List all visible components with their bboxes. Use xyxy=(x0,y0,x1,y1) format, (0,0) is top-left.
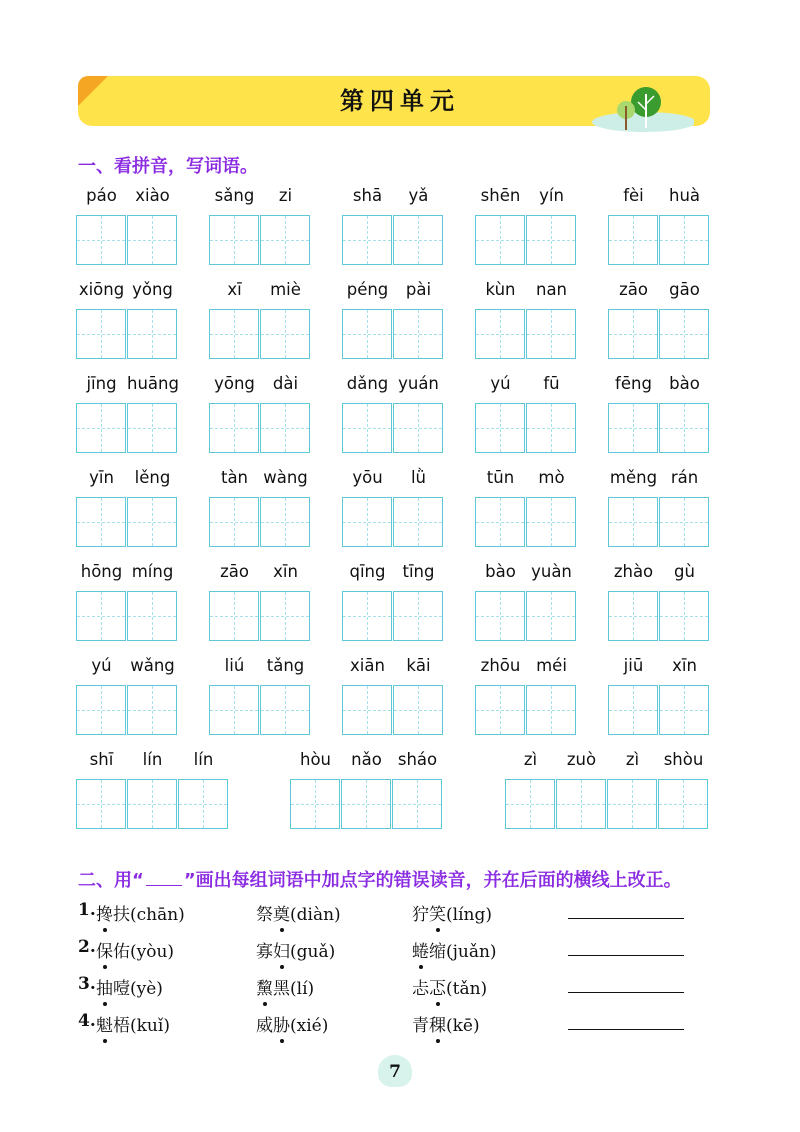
underline-sample xyxy=(146,871,182,886)
pinyin-label: shēn xyxy=(480,186,521,205)
writing-box[interactable] xyxy=(76,497,126,547)
word-with-reading xyxy=(412,974,487,999)
pinyin-label: lǜ xyxy=(410,468,427,487)
pinyin-label: jiū xyxy=(623,656,644,675)
pinyin-label: zhào xyxy=(613,562,654,581)
pinyin-label: kùn xyxy=(485,280,516,299)
word-with-reading xyxy=(96,900,185,925)
writing-box[interactable] xyxy=(659,591,709,641)
pinyin-label: tīng xyxy=(402,562,435,581)
pinyin-label: liú xyxy=(224,656,245,675)
word-text: 噎(yè) xyxy=(113,979,163,999)
writing-box[interactable] xyxy=(76,403,126,453)
writing-box[interactable] xyxy=(526,403,576,453)
question-row xyxy=(78,937,718,967)
word-item xyxy=(608,186,710,265)
writing-box[interactable] xyxy=(393,309,443,359)
word-item xyxy=(209,656,311,735)
word-text: 狞 xyxy=(412,905,429,925)
writing-box[interactable] xyxy=(392,779,442,829)
pinyin-label: bào xyxy=(485,562,516,581)
writing-box[interactable] xyxy=(393,685,443,735)
word-text: 扶(chān) xyxy=(113,905,185,925)
section-2-title-start: 二、用“ xyxy=(78,870,144,891)
writing-box[interactable] xyxy=(127,403,177,453)
pinyin-label: xīn xyxy=(672,656,697,675)
writing-box[interactable] xyxy=(260,591,310,641)
question-row xyxy=(78,1011,718,1041)
writing-box[interactable] xyxy=(260,685,310,735)
writing-box[interactable] xyxy=(526,497,576,547)
word-item xyxy=(76,468,178,547)
writing-box[interactable] xyxy=(260,215,310,265)
pinyin-label: dǎng xyxy=(346,374,389,393)
writing-box[interactable] xyxy=(260,497,310,547)
pinyin-label: xiào xyxy=(135,186,170,205)
answer-line[interactable] xyxy=(568,918,684,919)
question-row xyxy=(78,974,718,1004)
writing-box[interactable] xyxy=(127,685,177,735)
pinyin-label: xiōng xyxy=(78,280,125,299)
writing-box[interactable] xyxy=(608,685,658,735)
word-with-reading xyxy=(412,1011,480,1036)
pinyin-label: dài xyxy=(272,374,299,393)
pinyin-label: hōng xyxy=(80,562,123,581)
pinyin-label: sháo xyxy=(397,750,438,769)
question-number: 4. xyxy=(78,1011,96,1031)
pinyin-label: zì xyxy=(625,750,640,769)
dotted-character: 奠 xyxy=(273,905,290,925)
word-item xyxy=(475,656,577,735)
writing-box[interactable] xyxy=(659,215,709,265)
writing-box[interactable] xyxy=(475,309,525,359)
writing-box[interactable] xyxy=(393,497,443,547)
writing-box[interactable] xyxy=(659,403,709,453)
pinyin-label: tǎng xyxy=(266,656,305,675)
writing-box[interactable] xyxy=(608,403,658,453)
word-item xyxy=(76,562,178,641)
pinyin-label: yǒng xyxy=(132,280,173,299)
pinyin-label: nan xyxy=(535,280,568,299)
word-item xyxy=(475,562,577,641)
dotted-character: 黧 xyxy=(256,979,273,999)
writing-box[interactable] xyxy=(475,685,525,735)
pinyin-label: huà xyxy=(668,186,701,205)
word-item xyxy=(209,186,311,265)
word-item xyxy=(342,280,444,359)
word-item xyxy=(342,374,444,453)
pinyin-label: bào xyxy=(669,374,700,393)
writing-box[interactable] xyxy=(342,497,392,547)
word-text: (líng) xyxy=(446,905,492,925)
word-text: (diàn) xyxy=(290,905,341,925)
writing-box[interactable] xyxy=(608,309,658,359)
tree-icon xyxy=(584,84,694,132)
pinyin-label: yú xyxy=(91,656,112,675)
writing-box[interactable] xyxy=(526,591,576,641)
unit-title: 第四单元 xyxy=(340,87,460,115)
pinyin-label: zāo xyxy=(220,562,249,581)
pinyin-label: shòu xyxy=(663,750,704,769)
pinyin-label: yín xyxy=(539,186,564,205)
pinyin-label: yōng xyxy=(214,374,255,393)
word-text: 黑(lí) xyxy=(273,979,315,999)
pinyin-label: fū xyxy=(543,374,560,393)
pinyin-label: tūn xyxy=(486,468,515,487)
pinyin-label: fēng xyxy=(615,374,652,393)
pinyin-label: yú xyxy=(490,374,511,393)
pinyin-label: fèi xyxy=(623,186,644,205)
writing-box[interactable] xyxy=(127,497,177,547)
writing-box[interactable] xyxy=(342,309,392,359)
pinyin-label: wǎng xyxy=(130,656,175,675)
dotted-character: 搀 xyxy=(96,905,113,925)
word-item xyxy=(475,468,577,547)
writing-box[interactable] xyxy=(209,591,259,641)
word-text: (xié) xyxy=(290,1016,329,1036)
writing-box[interactable] xyxy=(475,215,525,265)
writing-box[interactable] xyxy=(342,591,392,641)
word-text: 缩(juǎn) xyxy=(429,942,497,962)
writing-box[interactable] xyxy=(209,685,259,735)
word-item xyxy=(608,374,710,453)
writing-box[interactable] xyxy=(342,215,392,265)
writing-box[interactable] xyxy=(178,779,228,829)
word-with-reading xyxy=(96,937,174,962)
pinyin-label: nǎo xyxy=(351,750,382,769)
pinyin-label: gāo xyxy=(669,280,700,299)
pinyin-label: měng xyxy=(609,468,658,487)
writing-box[interactable] xyxy=(658,779,708,829)
section-2-title-end: ”画出每组词语中加点字的错误读音，并在后面的横线上改正。 xyxy=(183,870,682,891)
word-item xyxy=(608,468,710,547)
dotted-character: 笑 xyxy=(429,905,446,925)
writing-box[interactable] xyxy=(475,403,525,453)
writing-box[interactable] xyxy=(659,497,709,547)
answer-line[interactable] xyxy=(568,955,684,956)
word-item xyxy=(76,656,178,735)
writing-box[interactable] xyxy=(76,685,126,735)
writing-box[interactable] xyxy=(526,309,576,359)
pinyin-label: lěng xyxy=(134,468,171,487)
word-item xyxy=(342,468,444,547)
question-number: 1. xyxy=(78,900,96,920)
word-with-reading xyxy=(96,974,163,999)
dotted-character: 稞 xyxy=(429,1016,446,1036)
pinyin-label: lín xyxy=(193,750,214,769)
word-item xyxy=(209,280,311,359)
writing-box[interactable] xyxy=(209,309,259,359)
word-text: 忐 xyxy=(412,979,429,999)
pinyin-label: gù xyxy=(674,562,695,581)
question-number: 2. xyxy=(78,937,96,957)
word-text: 威 xyxy=(256,1016,273,1036)
writing-box[interactable] xyxy=(475,591,525,641)
writing-box[interactable] xyxy=(475,497,525,547)
word-item xyxy=(209,562,311,641)
word-text: (kē) xyxy=(446,1016,480,1036)
pinyin-label: tàn xyxy=(220,468,249,487)
writing-box[interactable] xyxy=(127,215,177,265)
writing-box[interactable] xyxy=(290,779,340,829)
dotted-character: 保 xyxy=(96,942,113,962)
pinyin-label: wàng xyxy=(263,468,308,487)
pinyin-label: xīn xyxy=(273,562,298,581)
word-item xyxy=(475,280,577,359)
writing-box[interactable] xyxy=(209,403,259,453)
pinyin-label: péng xyxy=(346,280,389,299)
word-item xyxy=(290,750,443,829)
writing-box[interactable] xyxy=(127,309,177,359)
writing-box[interactable] xyxy=(76,591,126,641)
writing-box[interactable] xyxy=(608,591,658,641)
word-text: (tǎn) xyxy=(446,979,488,999)
writing-box[interactable] xyxy=(76,215,126,265)
word-item xyxy=(608,656,710,735)
writing-box[interactable] xyxy=(526,215,576,265)
pinyin-label: yōu xyxy=(352,468,383,487)
section-1-title: 一、看拼音，写词语。 xyxy=(78,156,258,177)
word-item xyxy=(342,186,444,265)
pinyin-label: yuàn xyxy=(531,562,572,581)
writing-box[interactable] xyxy=(608,215,658,265)
word-item xyxy=(505,750,709,829)
pinyin-label: méi xyxy=(536,656,567,675)
word-text: 梧(kuǐ) xyxy=(113,1016,170,1036)
writing-box[interactable] xyxy=(76,779,126,829)
writing-box[interactable] xyxy=(260,403,310,453)
dotted-character: 妇 xyxy=(273,942,290,962)
pinyin-label: mò xyxy=(538,468,565,487)
word-item xyxy=(342,656,444,735)
pinyin-label: yǎ xyxy=(408,186,429,205)
word-item xyxy=(475,186,577,265)
word-item xyxy=(76,374,178,453)
word-with-reading xyxy=(96,1011,170,1036)
word-item xyxy=(76,280,178,359)
word-with-reading xyxy=(256,937,335,962)
pinyin-label: sǎng xyxy=(214,186,255,205)
page-number: 7 xyxy=(378,1055,412,1087)
writing-box[interactable] xyxy=(127,779,177,829)
word-text: 青 xyxy=(412,1016,429,1036)
question-number: 3. xyxy=(78,974,96,994)
writing-box[interactable] xyxy=(659,685,709,735)
dotted-character: 胁 xyxy=(273,1016,290,1036)
word-item xyxy=(209,374,311,453)
word-item xyxy=(76,750,229,829)
word-text: 寡 xyxy=(256,942,273,962)
writing-box[interactable] xyxy=(76,309,126,359)
word-text: 祭 xyxy=(256,905,273,925)
writing-box[interactable] xyxy=(659,309,709,359)
word-with-reading xyxy=(412,900,492,925)
writing-box[interactable] xyxy=(608,497,658,547)
dotted-character: 忑 xyxy=(429,979,446,999)
writing-box[interactable] xyxy=(342,403,392,453)
word-item xyxy=(209,468,311,547)
pinyin-label: zuò xyxy=(566,750,597,769)
pinyin-label: shī xyxy=(89,750,114,769)
pinyin-label: kāi xyxy=(406,656,431,675)
answer-line[interactable] xyxy=(568,1029,684,1030)
writing-box[interactable] xyxy=(607,779,657,829)
writing-box[interactable] xyxy=(526,685,576,735)
pinyin-label: zì xyxy=(523,750,538,769)
writing-box[interactable] xyxy=(393,403,443,453)
writing-box[interactable] xyxy=(260,309,310,359)
pinyin-label: xiān xyxy=(350,656,385,675)
question-row xyxy=(78,900,718,930)
pinyin-label: zhōu xyxy=(480,656,521,675)
word-item xyxy=(608,562,710,641)
dotted-character: 魁 xyxy=(96,1016,113,1036)
pinyin-label: yuán xyxy=(398,374,439,393)
answer-line[interactable] xyxy=(568,992,684,993)
pinyin-label: yīn xyxy=(89,468,114,487)
pinyin-label: shā xyxy=(352,186,383,205)
pinyin-label: jīng xyxy=(86,374,117,393)
pinyin-label: xī xyxy=(227,280,242,299)
writing-box[interactable] xyxy=(393,591,443,641)
word-text: 佑(yòu) xyxy=(113,942,175,962)
writing-box[interactable] xyxy=(556,779,606,829)
writing-box[interactable] xyxy=(341,779,391,829)
dotted-character: 抽 xyxy=(96,979,113,999)
writing-box[interactable] xyxy=(342,685,392,735)
pinyin-label: zāo xyxy=(619,280,648,299)
pinyin-label: míng xyxy=(131,562,174,581)
word-with-reading xyxy=(256,1011,328,1036)
pinyin-label: pài xyxy=(405,280,432,299)
writing-box[interactable] xyxy=(393,215,443,265)
pinyin-label: qīng xyxy=(349,562,386,581)
pinyin-label: zi xyxy=(278,186,293,205)
word-with-reading xyxy=(256,974,314,999)
word-item xyxy=(76,186,178,265)
writing-box[interactable] xyxy=(127,591,177,641)
pinyin-label: huāng xyxy=(127,374,179,393)
word-with-reading xyxy=(256,900,341,925)
writing-box[interactable] xyxy=(505,779,555,829)
writing-box[interactable] xyxy=(209,497,259,547)
pinyin-label: páo xyxy=(86,186,117,205)
section-2-title xyxy=(78,866,682,892)
word-item xyxy=(608,280,710,359)
pinyin-label: lín xyxy=(142,750,163,769)
writing-box[interactable] xyxy=(209,215,259,265)
word-with-reading xyxy=(412,937,497,962)
pinyin-label: rán xyxy=(670,468,699,487)
pinyin-label: hòu xyxy=(299,750,331,769)
word-item xyxy=(475,374,577,453)
word-text: (guǎ) xyxy=(290,942,336,962)
pinyin-label: miè xyxy=(270,280,301,299)
word-item xyxy=(342,562,444,641)
dotted-character: 蜷 xyxy=(412,942,429,962)
